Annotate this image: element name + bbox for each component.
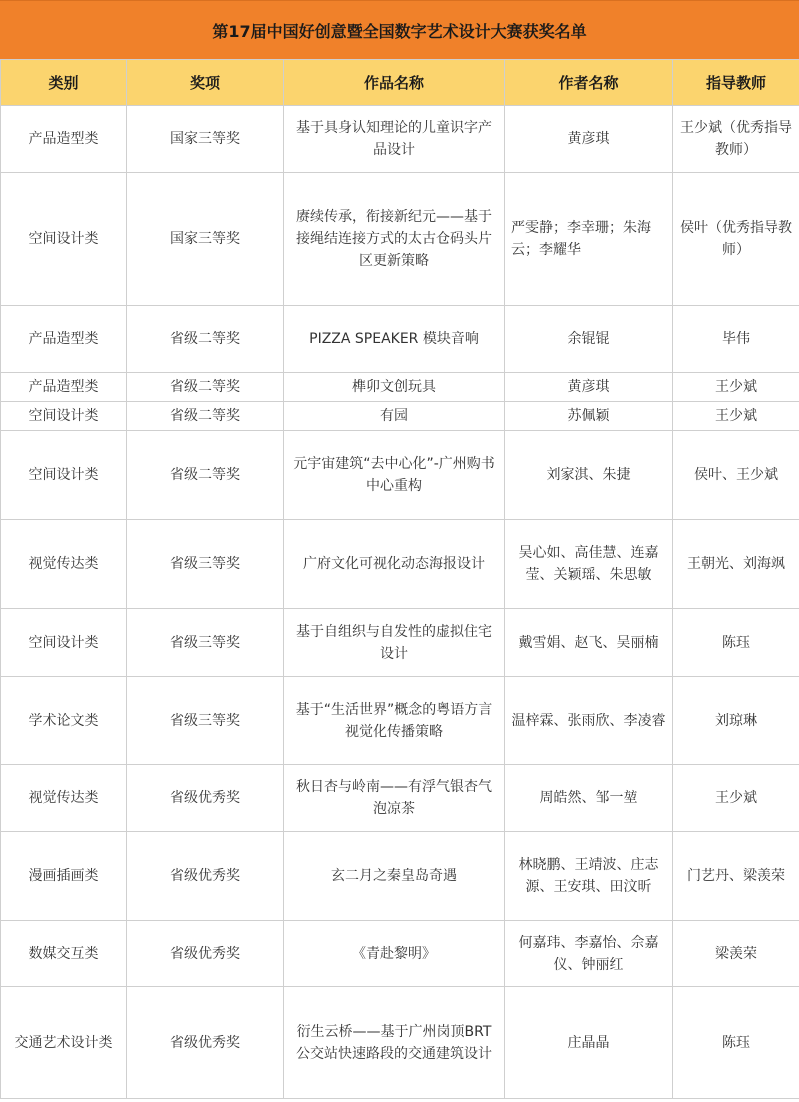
cell-authors: 黄彦琪 [505,106,673,173]
cell-category: 空间设计类 [1,402,127,431]
table-row [1,402,799,431]
cell-category: 空间设计类 [1,173,127,306]
cell-work: 广府文化可视化动态海报设计 [284,520,505,609]
table-row [1,921,799,987]
cell-authors: 周皓然、邹一堃 [505,765,673,832]
cell-authors: 温梓霖、张雨欣、李凌睿 [505,677,673,765]
cell-category: 产品造型类 [1,373,127,402]
cell-teacher: 门艺丹、梁羡荣 [673,832,799,921]
cell-work: 榫卯文创玩具 [284,373,505,402]
cell-authors: 黄彦琪 [505,373,673,402]
cell-category: 空间设计类 [1,431,127,520]
cell-work: 《青赴黎明》 [284,921,505,987]
table-row [1,520,799,609]
header-award: 奖项 [127,60,284,106]
cell-authors: 刘家淇、朱捷 [505,431,673,520]
cell-award: 省级三等奖 [127,677,284,765]
cell-authors: 余锟锟 [505,306,673,373]
cell-award: 省级二等奖 [127,373,284,402]
cell-teacher: 陈珏 [673,987,799,1099]
cell-award: 省级优秀奖 [127,765,284,832]
award-table [0,59,799,1099]
cell-award: 省级优秀奖 [127,921,284,987]
header-authors: 作者名称 [505,60,673,106]
cell-teacher: 梁羡荣 [673,921,799,987]
cell-authors: 戴雪娟、赵飞、吴丽楠 [505,609,673,677]
header-work: 作品名称 [284,60,505,106]
cell-work: 基于自组织与自发性的虚拟住宅设计 [284,609,505,677]
cell-category: 空间设计类 [1,609,127,677]
cell-category: 交通艺术设计类 [1,987,127,1099]
cell-award: 省级优秀奖 [127,832,284,921]
header-category: 类别 [1,60,127,106]
cell-award: 省级三等奖 [127,520,284,609]
cell-category: 数媒交互类 [1,921,127,987]
cell-category: 视觉传达类 [1,520,127,609]
cell-work: 元宇宙建筑“去中心化”-广州购书中心重构 [284,431,505,520]
cell-award: 国家三等奖 [127,106,284,173]
table-header-row [1,60,799,106]
table-row [1,609,799,677]
cell-authors: 庄晶晶 [505,987,673,1099]
cell-category: 漫画插画类 [1,832,127,921]
cell-award: 省级二等奖 [127,402,284,431]
cell-work: 玄二月之秦皇岛奇遇 [284,832,505,921]
table-row [1,987,799,1099]
cell-teacher: 毕伟 [673,306,799,373]
table-row [1,431,799,520]
cell-teacher: 王少斌 [673,765,799,832]
cell-teacher: 王少斌 [673,373,799,402]
cell-authors: 严雯静；李幸珊；朱海云；李耀华 [505,173,673,306]
table-row [1,173,799,306]
table-row [1,765,799,832]
cell-award: 省级二等奖 [127,431,284,520]
cell-authors: 林晓鹏、王靖波、庄志源、王安琪、田汶昕 [505,832,673,921]
table-row [1,373,799,402]
table-row [1,106,799,173]
cell-authors: 吴心如、高佳慧、连嘉莹、关颖瑶、朱思敏 [505,520,673,609]
cell-work: 赓续传承，衔接新纪元——基于接绳结连接方式的太古仓码头片区更新策略 [284,173,505,306]
cell-work: 基于具身认知理论的儿童识字产品设计 [284,106,505,173]
table-row [1,677,799,765]
cell-award: 国家三等奖 [127,173,284,306]
header-teacher: 指导教师 [673,60,799,106]
page-title: 第17届中国好创意暨全国数字艺术设计大赛获奖名单 [0,0,799,59]
cell-work: 基于“生活世界”概念的粤语方言视觉化传播策略 [284,677,505,765]
cell-work: PIZZA SPEAKER 模块音响 [284,306,505,373]
table-row [1,306,799,373]
cell-work: 秋日杏与岭南——有浮气银杏气泡凉茶 [284,765,505,832]
cell-teacher: 王朝光、刘海飒 [673,520,799,609]
table-row [1,832,799,921]
cell-category: 学术论文类 [1,677,127,765]
cell-category: 产品造型类 [1,306,127,373]
cell-teacher: 侯叶（优秀指导教师） [673,173,799,306]
cell-category: 视觉传达类 [1,765,127,832]
cell-teacher: 刘琼琳 [673,677,799,765]
cell-work: 有园 [284,402,505,431]
cell-teacher: 王少斌 [673,402,799,431]
cell-teacher: 侯叶、王少斌 [673,431,799,520]
cell-award: 省级优秀奖 [127,987,284,1099]
cell-authors: 苏佩颖 [505,402,673,431]
cell-teacher: 陈珏 [673,609,799,677]
cell-work: 衍生云桥——基于广州岗顶BRT公交站快速路段的交通建筑设计 [284,987,505,1099]
cell-teacher: 王少斌（优秀指导教师） [673,106,799,173]
cell-award: 省级二等奖 [127,306,284,373]
cell-category: 产品造型类 [1,106,127,173]
cell-authors: 何嘉玮、李嘉怡、佘嘉仪、钟丽红 [505,921,673,987]
cell-award: 省级三等奖 [127,609,284,677]
